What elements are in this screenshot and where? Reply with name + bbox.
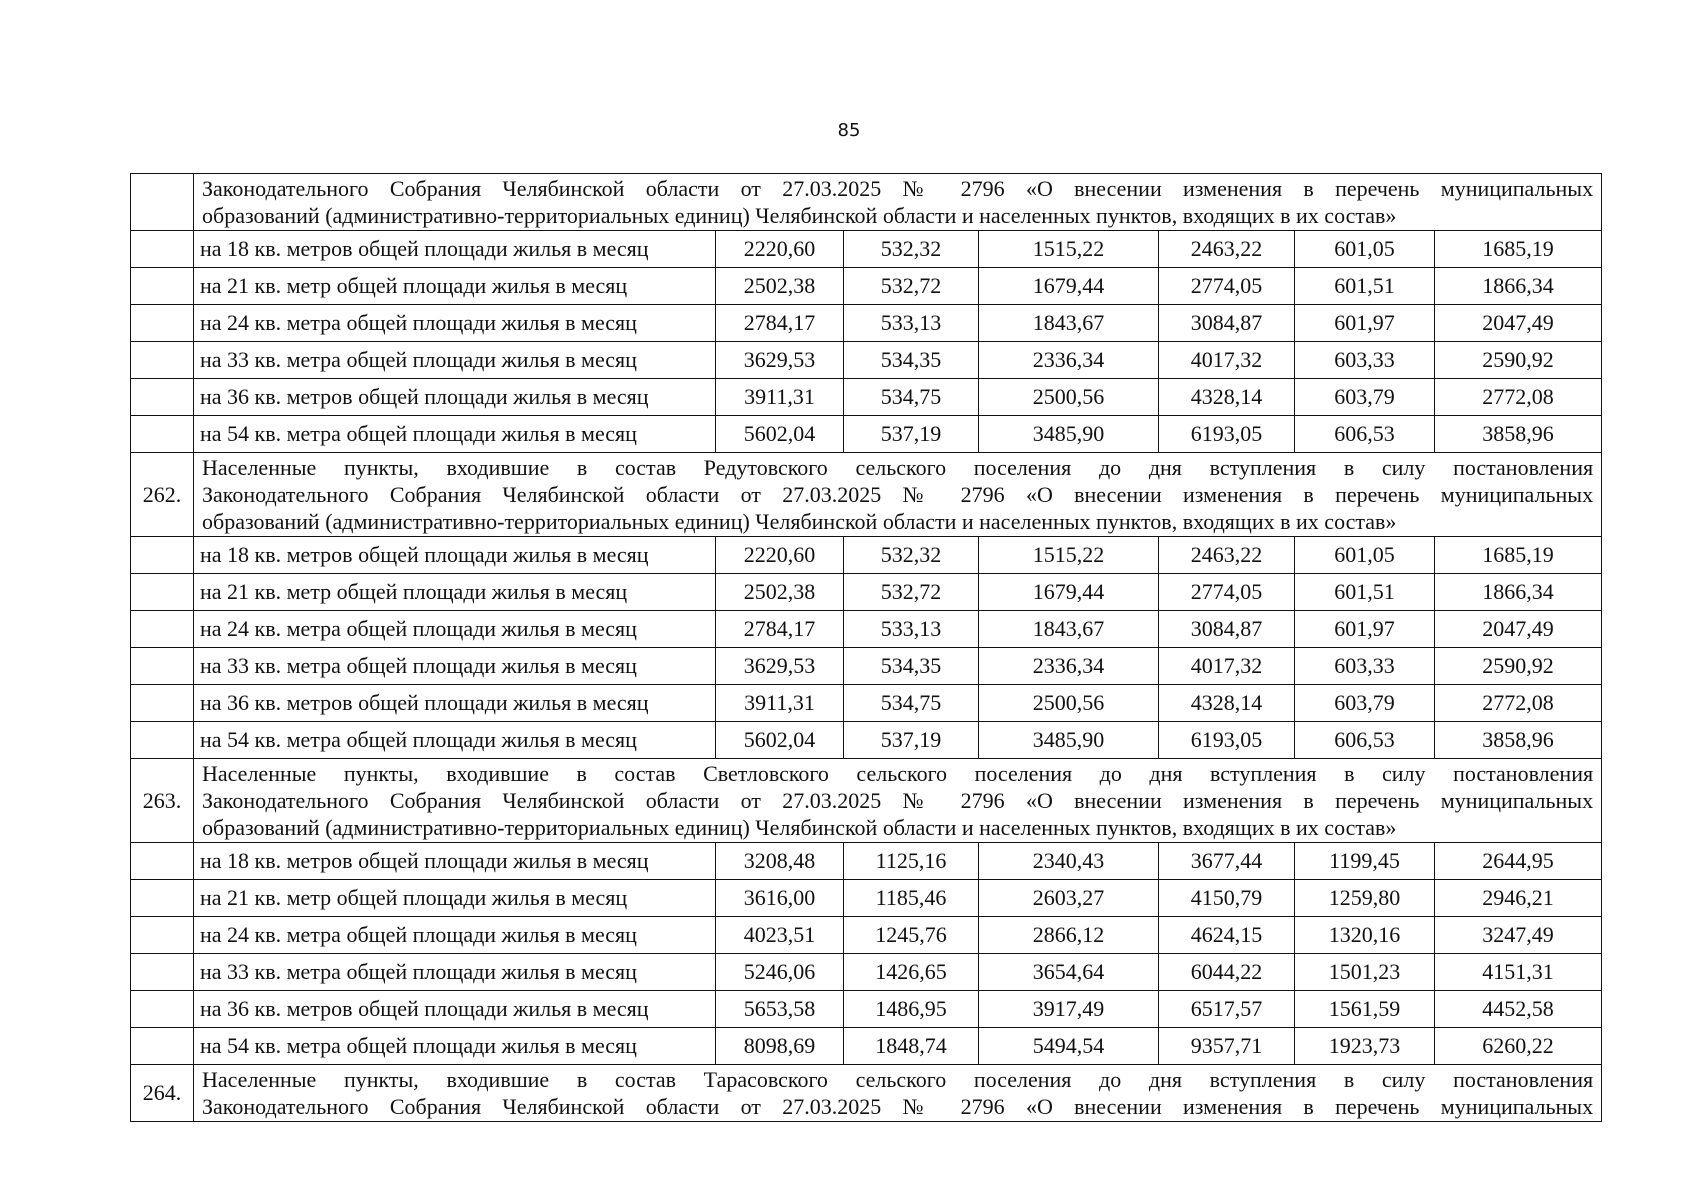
section-heading-line: Населенные пункты, входившие в состав Редутовского сельского поселения до дня вступления в силу постановления (202, 455, 1594, 480)
row-number-cell (131, 611, 194, 648)
value-cell: 532,72 (844, 574, 979, 611)
value-cell: 2220,60 (716, 231, 844, 268)
table-row (131, 611, 1602, 648)
table-body (131, 174, 1602, 1122)
section-heading-line: Населенные пункты, входившие в состав Светловского сельского поселения до дня вступления в силу постановления (202, 761, 1594, 786)
value-cell: 1685,19 (1435, 537, 1602, 574)
value-cell: 2047,49 (1435, 611, 1602, 648)
section-heading-line: Законодательного Собрания Челябинской области от 27.03.2025 № 2796 «О внесении изменения в перечень муниципальных (202, 176, 1594, 201)
value-cell: 532,32 (844, 537, 979, 574)
value-cell: 601,51 (1295, 268, 1435, 305)
value-cell: 2772,08 (1435, 379, 1602, 416)
value-cell: 3677,44 (1159, 843, 1295, 880)
value-cell: 2340,43 (979, 843, 1159, 880)
value-cell: 1185,46 (844, 880, 979, 917)
value-cell: 1866,34 (1435, 268, 1602, 305)
section-number (131, 174, 194, 231)
table-row (131, 880, 1602, 917)
value-cell: 1515,22 (979, 537, 1159, 574)
table-row (131, 648, 1602, 685)
value-cell: 2336,34 (979, 342, 1159, 379)
section-heading (194, 1065, 1602, 1122)
table-row (131, 843, 1602, 880)
value-cell: 2463,22 (1159, 231, 1295, 268)
value-cell: 4017,32 (1159, 648, 1295, 685)
value-cell: 1561,59 (1295, 991, 1435, 1028)
row-number-cell (131, 843, 194, 880)
value-cell: 3616,00 (716, 880, 844, 917)
row-label: на 36 кв. метров общей площади жилья в месяц (194, 685, 716, 722)
value-cell: 532,32 (844, 231, 979, 268)
row-number-cell (131, 1028, 194, 1065)
value-cell: 9357,71 (1159, 1028, 1295, 1065)
section-number: 264. (131, 1065, 194, 1122)
value-cell: 5602,04 (716, 416, 844, 453)
value-cell: 6517,57 (1159, 991, 1295, 1028)
value-cell: 4023,51 (716, 917, 844, 954)
table-row (131, 722, 1602, 759)
row-label: на 21 кв. метр общей площади жилья в месяц (194, 268, 716, 305)
value-cell: 2644,95 (1435, 843, 1602, 880)
value-cell: 1843,67 (979, 305, 1159, 342)
table-row (131, 991, 1602, 1028)
value-cell: 6193,05 (1159, 416, 1295, 453)
value-cell: 2946,21 (1435, 880, 1602, 917)
value-cell: 5246,06 (716, 954, 844, 991)
section-heading (194, 174, 1602, 231)
value-cell: 1685,19 (1435, 231, 1602, 268)
value-cell: 2590,92 (1435, 648, 1602, 685)
value-cell: 2500,56 (979, 379, 1159, 416)
value-cell: 606,53 (1295, 416, 1435, 453)
page-number: 85 (837, 120, 861, 141)
table-row (131, 379, 1602, 416)
value-cell: 4151,31 (1435, 954, 1602, 991)
value-cell: 4328,14 (1159, 685, 1295, 722)
row-number-cell (131, 722, 194, 759)
value-cell: 534,75 (844, 379, 979, 416)
row-label: на 54 кв. метра общей площади жилья в месяц (194, 416, 716, 453)
section-heading-line: Законодательного Собрания Челябинской области от 27.03.2025 № 2796 «О внесении изменения в перечень муниципальных (202, 788, 1594, 813)
value-cell: 601,51 (1295, 574, 1435, 611)
row-number-cell (131, 685, 194, 722)
section-heading-line: Населенные пункты, входившие в состав Тарасовского сельского поселения до дня вступления в силу постановления (202, 1067, 1594, 1092)
value-cell: 2047,49 (1435, 305, 1602, 342)
value-cell: 2463,22 (1159, 537, 1295, 574)
value-cell: 3917,49 (979, 991, 1159, 1028)
value-cell: 6193,05 (1159, 722, 1295, 759)
row-label: на 24 кв. метра общей площади жилья в месяц (194, 305, 716, 342)
row-number-cell (131, 268, 194, 305)
value-cell: 601,05 (1295, 537, 1435, 574)
section-heading-row (131, 759, 1602, 843)
row-number-cell (131, 917, 194, 954)
value-cell: 1923,73 (1295, 1028, 1435, 1065)
value-cell: 2590,92 (1435, 342, 1602, 379)
value-cell: 2500,56 (979, 685, 1159, 722)
row-number-cell (131, 537, 194, 574)
value-cell: 2336,34 (979, 648, 1159, 685)
value-cell: 3084,87 (1159, 611, 1295, 648)
row-number-cell (131, 954, 194, 991)
value-cell: 532,72 (844, 268, 979, 305)
row-label: на 33 кв. метра общей площади жилья в месяц (194, 648, 716, 685)
section-heading-line: образований (административно-территориальных единиц) Челябинской области и населенных пунктов, входящих в их состав» (202, 509, 1397, 534)
value-cell: 1199,45 (1295, 843, 1435, 880)
table-row (131, 954, 1602, 991)
value-cell: 533,13 (844, 611, 979, 648)
value-cell: 2774,05 (1159, 574, 1295, 611)
value-cell: 1848,74 (844, 1028, 979, 1065)
value-cell: 1515,22 (979, 231, 1159, 268)
row-label: на 24 кв. метра общей площади жилья в месяц (194, 917, 716, 954)
table-row (131, 574, 1602, 611)
row-number-cell (131, 648, 194, 685)
row-label: на 18 кв. метров общей площади жилья в месяц (194, 537, 716, 574)
value-cell: 2220,60 (716, 537, 844, 574)
table-row (131, 416, 1602, 453)
value-cell: 5494,54 (979, 1028, 1159, 1065)
row-number-cell (131, 416, 194, 453)
row-label: на 36 кв. метров общей площади жилья в месяц (194, 991, 716, 1028)
value-cell: 4452,58 (1435, 991, 1602, 1028)
value-cell: 4150,79 (1159, 880, 1295, 917)
row-label: на 33 кв. метра общей площади жилья в месяц (194, 954, 716, 991)
section-number: 263. (131, 759, 194, 843)
value-cell: 534,35 (844, 342, 979, 379)
value-cell: 3084,87 (1159, 305, 1295, 342)
section-number: 262. (131, 453, 194, 537)
row-label: на 21 кв. метр общей площади жилья в месяц (194, 574, 716, 611)
section-heading (194, 453, 1602, 537)
row-label: на 54 кв. метра общей площади жилья в месяц (194, 1028, 716, 1065)
value-cell: 1679,44 (979, 574, 1159, 611)
value-cell: 4624,15 (1159, 917, 1295, 954)
value-cell: 1125,16 (844, 843, 979, 880)
value-cell: 603,33 (1295, 648, 1435, 685)
row-number-cell (131, 991, 194, 1028)
table-row (131, 268, 1602, 305)
value-cell: 1679,44 (979, 268, 1159, 305)
value-cell: 534,75 (844, 685, 979, 722)
value-cell: 8098,69 (716, 1028, 844, 1065)
value-cell: 5653,58 (716, 991, 844, 1028)
value-cell: 1866,34 (1435, 574, 1602, 611)
value-cell: 5602,04 (716, 722, 844, 759)
value-cell: 2772,08 (1435, 685, 1602, 722)
row-label: на 24 кв. метра общей площади жилья в месяц (194, 611, 716, 648)
value-cell: 1501,23 (1295, 954, 1435, 991)
value-cell: 2866,12 (979, 917, 1159, 954)
row-number-cell (131, 880, 194, 917)
section-heading-row (131, 174, 1602, 231)
value-cell: 601,05 (1295, 231, 1435, 268)
row-number-cell (131, 342, 194, 379)
value-cell: 6260,22 (1435, 1028, 1602, 1065)
section-heading (194, 759, 1602, 843)
value-cell: 3911,31 (716, 379, 844, 416)
value-cell: 1486,95 (844, 991, 979, 1028)
value-cell: 601,97 (1295, 305, 1435, 342)
table-row (131, 231, 1602, 268)
section-heading-line: Законодательного Собрания Челябинской области от 27.03.2025 № 2796 «О внесении изменения в перечень муниципальных (202, 482, 1594, 507)
value-cell: 534,35 (844, 648, 979, 685)
value-cell: 3858,96 (1435, 722, 1602, 759)
value-cell: 537,19 (844, 722, 979, 759)
value-cell: 3858,96 (1435, 416, 1602, 453)
row-label: на 36 кв. метров общей площади жилья в месяц (194, 379, 716, 416)
row-label: на 33 кв. метра общей площади жилья в месяц (194, 342, 716, 379)
value-cell: 603,79 (1295, 685, 1435, 722)
table-row (131, 917, 1602, 954)
table-row (131, 305, 1602, 342)
table-row (131, 685, 1602, 722)
value-cell: 1259,80 (1295, 880, 1435, 917)
value-cell: 3654,64 (979, 954, 1159, 991)
section-heading-line: образований (административно-территориальных единиц) Челябинской области и населенных пунктов, входящих в их состав» (202, 815, 1397, 840)
value-cell: 1843,67 (979, 611, 1159, 648)
section-heading-line: образований (административно-территориальных единиц) Челябинской области и населенных пунктов, входящих в их состав» (202, 203, 1397, 228)
value-cell: 1320,16 (1295, 917, 1435, 954)
value-cell: 1426,65 (844, 954, 979, 991)
row-number-cell (131, 379, 194, 416)
value-cell: 1245,76 (844, 917, 979, 954)
row-label: на 21 кв. метр общей площади жилья в месяц (194, 880, 716, 917)
value-cell: 6044,22 (1159, 954, 1295, 991)
value-cell: 601,97 (1295, 611, 1435, 648)
section-heading-row (131, 1065, 1602, 1122)
row-number-cell (131, 231, 194, 268)
value-cell: 3911,31 (716, 685, 844, 722)
row-number-cell (131, 574, 194, 611)
value-cell: 2774,05 (1159, 268, 1295, 305)
value-cell: 3208,48 (716, 843, 844, 880)
value-cell: 3485,90 (979, 416, 1159, 453)
value-cell: 3485,90 (979, 722, 1159, 759)
value-cell: 2502,38 (716, 574, 844, 611)
value-cell: 537,19 (844, 416, 979, 453)
table-row (131, 1028, 1602, 1065)
value-cell: 606,53 (1295, 722, 1435, 759)
row-label: на 18 кв. метров общей площади жилья в месяц (194, 843, 716, 880)
value-cell: 4328,14 (1159, 379, 1295, 416)
value-cell: 2784,17 (716, 305, 844, 342)
value-cell: 603,79 (1295, 379, 1435, 416)
value-cell: 2502,38 (716, 268, 844, 305)
row-label: на 54 кв. метра общей площади жилья в месяц (194, 722, 716, 759)
value-cell: 2603,27 (979, 880, 1159, 917)
row-label: на 18 кв. метров общей площади жилья в месяц (194, 231, 716, 268)
value-cell: 3247,49 (1435, 917, 1602, 954)
value-cell: 3629,53 (716, 342, 844, 379)
value-cell: 533,13 (844, 305, 979, 342)
table-row (131, 342, 1602, 379)
value-cell: 2784,17 (716, 611, 844, 648)
tariff-table (130, 173, 1602, 1122)
value-cell: 3629,53 (716, 648, 844, 685)
table-row (131, 537, 1602, 574)
value-cell: 4017,32 (1159, 342, 1295, 379)
value-cell: 603,33 (1295, 342, 1435, 379)
section-heading-row (131, 453, 1602, 537)
row-number-cell (131, 305, 194, 342)
section-heading-line: Законодательного Собрания Челябинской области от 27.03.2025 № 2796 «О внесении изменения в перечень муниципальных (202, 1094, 1594, 1119)
